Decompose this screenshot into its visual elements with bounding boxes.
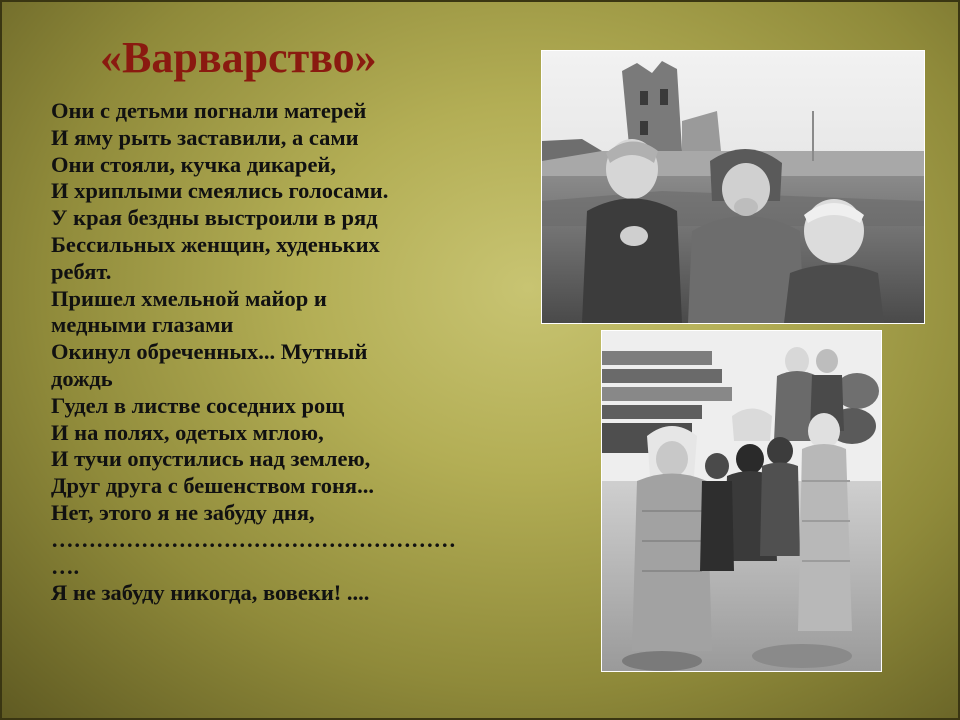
poem-line: Они с детьми погнали матерей	[51, 98, 367, 123]
poem-line: ………………………………………………	[51, 526, 456, 552]
poem-line: Гудел в листве соседних рощ	[51, 392, 345, 418]
poem-line: дождь	[51, 365, 113, 391]
poem-line: Пришел хмельной майор и	[51, 285, 327, 311]
poem-line: У края бездны выстроили в ряд	[51, 205, 378, 231]
poem-line: Окинул обреченных... Мутный	[51, 339, 368, 365]
poem-line: медными глазами	[51, 312, 234, 338]
poem-line: Нет, этого я не забуду дня,	[51, 499, 315, 525]
poem-line: И хриплыми смеялись голосами.	[51, 178, 389, 204]
poem-line: ….	[51, 553, 80, 579]
slide-title: «Варварство»	[100, 33, 377, 82]
poem-line: Друг друга с бешенством гоня...	[51, 473, 374, 499]
poem-text	[51, 98, 531, 607]
poem-line: Бессильных женщин, худеньких	[51, 231, 380, 257]
poem-line: ребят.	[51, 258, 112, 284]
poem-line: И на полях, одетых мглою,	[51, 419, 324, 445]
poem-line: И тучи опустились над землею,	[51, 446, 371, 472]
poem-line: Я не забуду никогда, вовеки! ....	[51, 580, 370, 606]
poem-line: Они стояли, кучка дикарей,	[51, 151, 337, 177]
photo-children-ruins	[541, 50, 925, 324]
poem-line: И яму рыть заставили, а сами	[51, 124, 359, 150]
photo-women-children	[601, 330, 882, 672]
